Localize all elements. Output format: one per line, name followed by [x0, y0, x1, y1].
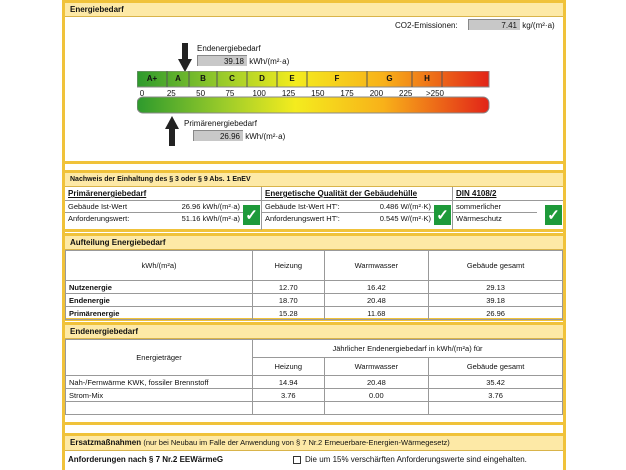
co2-unit: kg/(m²·a) [522, 21, 555, 30]
header-warmwasser: Warmwasser [324, 358, 429, 376]
cell: 16.42 [324, 281, 429, 294]
cell: 0.00 [324, 389, 429, 402]
aufteilung-title: Aufteilung Energiebedarf [65, 236, 563, 250]
col1-title: Primärenergiebedarf [65, 187, 261, 201]
energy-class-label: A+ [146, 74, 158, 83]
super-header: Jährlicher Endenergiebedarf in kWh/(m²a) für [253, 340, 563, 358]
scale-tick-label: 25 [166, 89, 176, 98]
energy-class-label: C [229, 74, 235, 83]
energiebedarf-panel [62, 0, 566, 164]
cell: 20.48 [324, 376, 429, 389]
check-icon: ✓ [545, 205, 562, 225]
endenergiebedarf-panel [62, 322, 566, 425]
check-icon: ✓ [243, 205, 260, 225]
primaerenergie-unit: kWh/(m²·a) [245, 132, 286, 141]
ersatz-subtitle: (nur bei Neubau im Falle der Anwendung von § 7 Nr.2 Erneuerbare-Energien-Wärmegesetz) [143, 438, 450, 447]
col2-row1-unit: W/(m²·K) [400, 202, 431, 211]
col3-row2: Wärmeschutz [456, 214, 502, 223]
primaerenergie-label: Primärenergiebedarf [184, 119, 257, 128]
traeger-header: Energieträger [66, 340, 253, 376]
header-heizung: Heizung [253, 358, 325, 376]
table-row [66, 376, 563, 389]
row-label: Nah-/Fernwärme KWK, fossiler Brennstoff [66, 376, 253, 389]
col2-title: Energetische Qualität der Gebäudehülle [262, 187, 452, 201]
unit-header: kWh/(m²a) [66, 251, 253, 281]
scale-tick-label: 0 [139, 89, 145, 98]
ersatz-panel [62, 433, 566, 470]
energy-class-label: B [200, 74, 206, 83]
col2-row2-unit: W/(m²·K) [400, 214, 431, 223]
row-label: Nutzenergie [66, 281, 253, 294]
ersatz-title: Ersatzmaßnahmen [70, 438, 142, 447]
table-row [66, 307, 563, 320]
endenergie-unit: kWh/(m²·a) [249, 57, 290, 66]
cell: 15.28 [253, 307, 325, 320]
co2-value: 7.41 [468, 19, 520, 30]
gebaeudehuelle-column [262, 187, 453, 230]
col1-row2-label: Anforderungswert: [68, 214, 130, 223]
header-gesamt: Gebäude gesamt [429, 251, 563, 281]
col3-title: DIN 4108/2 [453, 187, 563, 201]
energy-class-label: A [175, 74, 181, 83]
aufteilung-table [65, 250, 563, 320]
co2-label: CO2-Emissionen: [395, 21, 458, 30]
primaerenergie-value: 26.96 [193, 130, 243, 141]
scale-tick-label: 150 [311, 89, 325, 98]
nachweis-title: Nachweis der Einhaltung des § 3 oder § 9 Abs. 1 EnEV [65, 173, 563, 187]
col2-row2-value: 0.545 [379, 214, 399, 223]
energy-class-label: F [334, 74, 340, 83]
row-label: Strom-Mix [66, 389, 253, 402]
endenergie-arrow-icon [178, 43, 192, 73]
cell: 11.68 [324, 307, 429, 320]
verschaerft-checkbox[interactable] [293, 456, 301, 464]
ersatz-header [65, 436, 563, 451]
scale-tick-label: 125 [281, 89, 296, 98]
table-row [66, 389, 563, 402]
energy-class-label: G [386, 74, 393, 83]
scale-tick-label: >250 [425, 89, 445, 98]
endenergie-label: Endenergiebedarf [197, 44, 261, 53]
col1-row2-unit: kWh/(m²·a) [202, 214, 240, 223]
scale-tick-label: 200 [369, 89, 384, 98]
scale-tick-label: 100 [252, 89, 266, 98]
energy-class-label: E [289, 74, 295, 83]
table-row [66, 294, 563, 307]
header-heizung: Heizung [253, 251, 325, 281]
scale-tick-label: 50 [196, 89, 206, 98]
cell: 20.48 [324, 294, 429, 307]
row-label: Endenergie [66, 294, 253, 307]
header-warmwasser: Warmwasser [324, 251, 429, 281]
header-gesamt: Gebäude gesamt [429, 358, 563, 376]
empty-cell [66, 402, 253, 415]
energy-class-label: H [424, 74, 430, 83]
primaerenergie-column [65, 187, 262, 230]
endenergie-table [65, 339, 563, 415]
table-row [66, 402, 563, 415]
check-icon: ✓ [434, 205, 451, 225]
col2-row1-label: Gebäude Ist-Wert HT': [265, 202, 340, 211]
col2-row2-label: Anforderungswert HT': [265, 214, 340, 223]
cell: 14.94 [253, 376, 325, 389]
cell: 26.96 [429, 307, 563, 320]
cell: 39.18 [429, 294, 563, 307]
scale-tick-label: 175 [340, 89, 354, 98]
cell: 18.70 [253, 294, 325, 307]
empty-cell [253, 402, 325, 415]
checkbox-label: Die um 15% verschärften Anforderungswerte sind eingehalten. [305, 455, 527, 464]
nachweis-panel [62, 170, 566, 232]
endenergiebedarf-title: Endenergiebedarf [65, 325, 563, 339]
col2-row1-value: 0.486 [379, 202, 399, 211]
din-column [453, 187, 563, 230]
aufteilung-panel [62, 233, 566, 321]
cell: 29.13 [429, 281, 563, 294]
cell: 3.76 [429, 389, 563, 402]
col3-row1: sommerlicher [453, 201, 537, 213]
cell: 3.76 [253, 389, 325, 402]
primaerenergie-arrow-icon [165, 116, 179, 146]
col1-row1-unit: kWh/(m²·a) [202, 202, 240, 211]
empty-cell [324, 402, 429, 415]
endenergie-value: 39.18 [197, 55, 247, 66]
table-row [66, 281, 563, 294]
col1-row1-value: 26.96 [181, 202, 201, 211]
anforderungen-label: Anforderungen nach § 7 Nr.2 EEWärmeG [68, 455, 224, 464]
verschaerft-checkbox-row[interactable] [293, 455, 527, 464]
scale-tick-label: 225 [399, 89, 413, 98]
col1-row1-label: Gebäude Ist-Wert [68, 202, 128, 211]
energy-class-label: D [259, 74, 265, 83]
scale-tick-label: 75 [225, 89, 235, 98]
row-label: Primärenergie [66, 307, 253, 320]
energiebedarf-title: Energiebedarf [65, 3, 563, 17]
cell: 12.70 [253, 281, 325, 294]
col1-row2-value: 51.16 [181, 214, 201, 223]
empty-cell [429, 402, 563, 415]
cell: 35.42 [429, 376, 563, 389]
